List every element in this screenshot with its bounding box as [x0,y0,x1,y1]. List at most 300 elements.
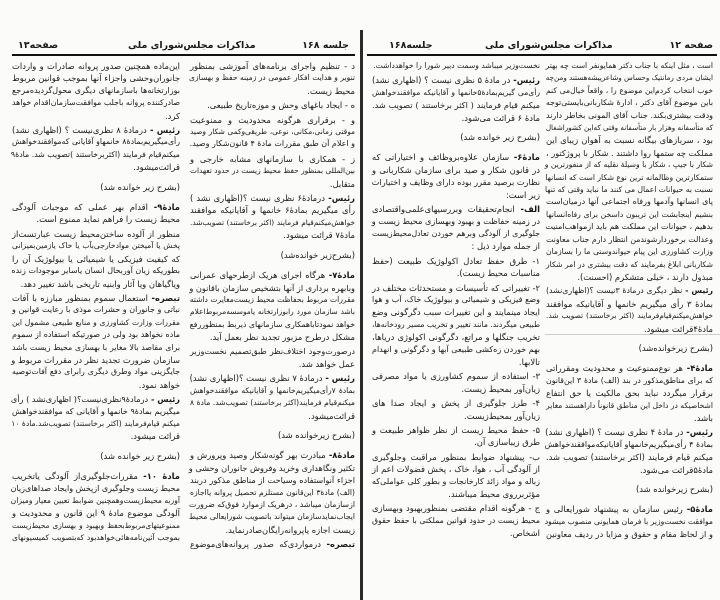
session-number: جلسه ۱۶۸ [302,40,349,51]
text-line [372,87,540,99]
paragraph [12,292,180,391]
line-text: میکنم قیام فرمایند ( اکثر برخاستند ) تصویب شد. [372,100,540,111]
text-line [546,362,713,374]
bold-lead: تبصره- [320,539,355,550]
line-text: میکنم قیام‌فرمایند (اکثر برخاستند) تصویب‌شد.مادهٔ ۱۰ [11,418,180,428]
text-line [12,366,180,378]
paragraph [190,372,355,422]
line-text: محیط زیست وجلوگیری ازپخش وایجاد صداهای‌زیان [10,483,180,493]
text-line [190,429,355,441]
line-text: رأی میگیریم بمادهٔ۶ خانمها و آقایانیکه موافقند [190,205,355,216]
line-text: آوربه محیط‌زیست‌وهمچنین ضوابط تعیین معیار ومیزان [10,496,180,505]
line-text: مادهٔ ۶ قرائت می‌شود. [461,112,540,123]
text-line [12,483,180,495]
line-text: مبذول دارند ، خیلی متشکرم (احسنت). [577,271,713,282]
text-line [12,253,180,265]
line-text: ویاگیاهان ویا آثار وابنیه تاریخی باشد تغییر دهد. [20,278,180,289]
text-line [12,470,180,482]
text-line [12,304,180,316]
text-line [372,424,540,436]
line-text: مشکل درطرح مزبور تجدید نظر بعمل آید. [209,332,355,343]
text-line [190,269,355,281]
line-text: جایگزینی مواد وطرق دیگری رابرای دفع آفات‌توصیه [12,367,180,377]
line-text: موقتی زمانی،مکانی، نوعی، طریقی‌وکمی شکار وصید [190,127,355,137]
line-text: در زمینه حفاظت و بهبود وبهسازی محیط زیست و [371,216,540,227]
text-line [372,74,540,86]
line-text: شکار با جیپ ، شکار با وسیلهٔ نقلیه که از منفورترین و [544,160,713,170]
text-line [190,449,355,461]
bold-lead: رئیس- [510,75,540,86]
paragraph [372,74,540,124]
paragraph [12,60,180,122]
publication-title: مذاکرات مجلس‌شورای ملی [128,40,256,51]
text-line [372,331,540,343]
bold-lead: تبصره- [147,292,180,303]
text-line [190,358,355,370]
text-line [12,240,180,252]
text-line [12,495,180,507]
text-line [546,259,713,271]
page-number: صفحه۱۳ [18,40,59,51]
line-text: موافقت نخست‌وزیر با فرمان همایونی منصوب میشود [544,516,713,526]
line-text: برای مقاصد بالا مغایر با بهسازی محیط زیست باشد [12,342,180,352]
text-line [190,524,355,536]
bold-lead: رئیس - [682,286,713,296]
line-text: وعدالت برخوردارشوند‌من انتظار دارم جناب معاونت [546,234,713,244]
text-line [190,474,355,486]
line-text: درمادهٔ۹نظری‌نیست؟( اظهاری‌نشد ) رأی [10,394,149,405]
text-line [546,439,713,451]
line-text: مقررات مربوط بحفاظت محیط زیست‌مغایرت داشته [189,294,355,304]
text-line [546,310,713,322]
line-text: تخریب جنگلها و مراتع، دگرگونی اکولوژی دریاها، [372,332,540,343]
text-line [190,410,355,422]
line-text: ایشان مردی رمانتیک وحساس وشاعرپیشه‌هستند ومن‌چه [545,73,713,83]
text-line [12,329,180,341]
line-text: خوب انتخاب کردم‌این موضوع را ، واقعاً خیال‌می کنم [546,85,713,95]
line-text: میگیریم بمادهٔ۹ خانمها و آقایانی که موافقندخواهش [12,406,180,416]
text-line [372,356,540,368]
text-line [190,487,355,499]
line-text: زیان‌آور بمحیط زیست. [461,383,540,394]
text-line [546,285,713,297]
paragraph [372,203,540,253]
text-line [372,515,540,527]
line-text: ۳- استفاده از سموم کشاورزی یا مواد مصرفی [372,371,540,382]
paragraph [372,60,540,72]
line-text: وبابهره برداری از آنها بتشخیص سازمان باقانون و [189,282,355,293]
text-line [12,278,180,290]
line-text: اشخاص. [509,528,540,539]
line-text: که کیفیت فیزیکی یا شیمیائی یا بیولوژیک آن را [12,253,180,264]
paragraph [372,502,540,539]
reading-note [372,131,540,143]
text-line [546,375,713,387]
text-line [372,282,540,294]
reading-note [12,450,180,462]
text-line [190,538,355,550]
line-text: نظارت برصید مقرر بوده دارای وظایف و اختیارات [371,177,540,188]
text-line [12,213,180,225]
paragraph [372,151,540,201]
line-text: از آلودگی آب ، هوا، خاک ، پخش فضولات اعم از [372,464,540,475]
line-text: د - تنظیم واجرای برنامه‌های آموزشی بمنظور [190,61,355,71]
text-line [12,342,180,354]
text-line [12,418,180,430]
text-line [372,255,540,267]
text-line [546,72,713,84]
line-text: ازسازمان میباشد ، درهریک ازموارد فوق‌که ضرورت [189,500,355,509]
reading-note [546,483,713,495]
text-column [546,60,713,543]
page-header [367,40,717,54]
paragraph [372,451,540,501]
paragraph [190,538,355,550]
line-text: بنشیم اینجابشت این تریبون داسخن برای رفاه‌انسانها [546,209,713,219]
text-line [12,136,180,148]
text-line [546,97,713,109]
text-line [372,527,540,539]
text-line [372,228,540,240]
text-line [190,499,355,511]
line-text: خواهش‌میکنم‌قیام‌فرمایند (اکثر برخاستند) تصویب شد. [546,311,713,321]
reading-note [190,249,355,261]
paragraph [546,285,713,335]
bold-lead: رئیس - [322,373,355,384]
line-text: بطوریکه زیان آوربحال انسان یاسایر موجودات زنده [11,266,180,276]
text-line [546,412,713,424]
bold-lead: مادهٔ۵- [682,504,713,515]
bold-lead: مادهٔ۸- [325,450,355,461]
line-text: محیط زیست در حدود قوانین مملکتی با حفظ حقوق [372,515,540,525]
text-line [190,282,355,294]
paragraph [190,449,355,536]
text-line [12,354,180,366]
text-line [12,292,180,304]
line-text: و - برقراری هرگونه محدودیت و ممنوعیت [190,114,355,125]
line-text: مقررات‌جلوگیری‌از آلودگی یاتخریب [12,471,138,482]
line-text: قرائت میشود. [130,431,180,442]
line-text: نباتی و جانوران و حشرات موذی با رعایت قوانین و [12,305,180,315]
text-line [12,201,180,213]
text-line [372,294,540,306]
text-line [190,138,355,150]
text-line [372,131,540,143]
line-text: جانوران‌وحشی واجزاء آنها بموجب قوانین مربوط [12,73,180,84]
line-text: در قانون شکار و صید برای سازمان شکاربانی و [372,164,540,175]
line-text: (بشرح زیرخوانده‌شد) [638,342,713,353]
text-line [190,372,355,384]
line-text: ایجاد مینمایند و این تغییرات سبب دگرگونی وضع [372,307,540,318]
paragraph [372,424,540,449]
text-line [190,99,355,111]
line-text: شکاربانی ابلاغ بفرمایند که دقت بیشتری در امر شکار [546,259,713,269]
text-line [12,228,180,240]
line-text: خواهد نمودتاباهمکاری سازمانهای ذیربط بمنظوررفع [189,319,355,329]
text-line [190,294,355,306]
text-line [546,464,713,476]
line-text: و اعلام آن طبق مقررات مادهٔ ۴ قانون‌شکار وصید. [189,139,355,149]
line-text: مؤثربرروی محیط میباشند. [448,489,540,499]
paragraph [12,393,180,443]
line-text: این‌ماده همچنین صدور پروانه صادرات و واردات [12,61,180,71]
text-line [546,503,713,515]
text-line [190,126,355,138]
paragraph [190,60,355,97]
text-line [372,370,540,382]
line-text: رأی‌می گیریم‌بمادهٔ۵خانمها و آقایانیکه موافقندخواهش [372,87,540,97]
text-line [372,60,540,72]
text-line [190,204,355,216]
bold-lead: الف- [514,204,540,215]
text-line [546,246,713,258]
paragraph [12,201,180,226]
line-text: درمادهٔ ۷ نظری نیست ؟(اظهاری نشد) [189,373,323,384]
line-text: (بشرح‌زیر خوانده‌شد) [280,249,355,260]
text-line [12,265,180,277]
line-text: پخش یا آمیختن موادخارجی‌بآب یا خاک یازمین‌بمیزانی [12,241,180,251]
line-text: عمل خواهد شد. [298,358,355,369]
line-text: (بشرح زیر خوانده شد) [460,132,540,143]
text-line [12,532,180,544]
text-line [372,463,540,475]
line-text: زیر است: [505,189,540,200]
line-text: خواهش‌میکنم‌قیام فرمایند (اکثر برخاستند) تصویب‌شد. [190,217,355,227]
scan-artifact-line [545,334,720,335]
line-text: اشخاصیکه در داخل این مناطق قانوناً داراهستند مغایر [546,400,713,410]
line-text: درمادهٔ۶ نظری نیست ؟(اظهاری نشد ) [190,193,325,204]
text-line [546,516,713,528]
text-line [190,249,355,261]
text-line [12,507,180,519]
text-line [546,451,713,463]
bold-lead: رئیس- [683,427,713,438]
line-text: ۴- طرز جلوگیری از پخش و ایجاد صدا های [372,398,540,409]
line-text: بدهیم ، حیوانات این مملکت هم باید ازمواهب‌امنیت [545,222,713,232]
text-line [190,346,355,358]
line-text: اجزاء آنو‌استفاده وسیاحت از مناطق مذکور دربند [190,475,355,486]
line-text: رأی‌میگیریم‌بمادهٔ۸ خانمهاو آقایانی که‌موافقندخواهش [12,137,180,147]
text-line [190,462,355,474]
bold-lead: رئیس- [324,193,355,204]
text-line [546,184,713,196]
bold-lead: مادهٔ۴- [682,363,713,374]
line-text: درمادهٔ ۸ نظری‌نیست ؟ (اظهاری نشد) [12,125,147,136]
line-text: طرق زیباسازی آن. [474,437,540,448]
paragraph [12,124,180,174]
text-line [12,181,180,193]
line-text: تنویر و هدایت افکار عمومی در زمینه حفظ و بهسازی [188,73,355,83]
text-line [190,85,355,97]
line-text: محیط زیست. [307,85,355,96]
text-line [372,151,540,163]
text-line [372,383,540,395]
text-line [546,271,713,283]
text-line [372,436,540,448]
line-text: درمواردی‌که صدور پروانه‌های‌موضوع [190,539,321,550]
paragraph [372,255,540,280]
bold-lead: مادهٔ ۱۰- [137,471,180,482]
line-text: رئیس سازمان به پیشنهاد شورایعالی و [546,504,683,515]
line-text: (بشرح زیرخوانده شد) [277,429,355,440]
text-line [372,488,540,500]
line-text: مادهٔ۷ قرائت میشود. [283,230,355,241]
text-line [372,99,540,111]
text-line [12,161,180,173]
line-text: در مادهٔ ۵ نظری نیست ؟ (اظهاری نشد) [372,75,511,86]
text-line [372,306,540,318]
line-text: بمادهٔ ۴ رأی‌میگیریم‌خانمهاو آقایانیکه‌موافقندخواهش [544,439,713,449]
line-text: ز - همکاری با سازمانهای مشابه خارجی و [190,153,355,164]
line-text: مادهٔ۵قرائت می‌شود. [639,464,713,475]
line-text: مادهٔ۴قرائت میشود. [643,323,713,334]
text-line [190,178,355,190]
line-text: زباله و مواد زائد کارخانجات و بطور کلی عواملی‌که [372,476,540,486]
line-text: بود ، سربازهای بیگانه نسبت به آهوان زیبای این [546,135,713,146]
text-line [12,406,180,418]
line-text: منظور از آلوده ساختن‌محیط زیست عبارتست‌از [12,228,180,239]
line-text: که متأسفانه وهزار بار متأسفانه وقتی که‌این کشوراشغال [545,123,713,133]
text-line [190,60,355,72]
text-line [372,189,540,201]
text-line [546,298,713,310]
line-text: ماده نخواهد بود ولی در صورتیکه استفاده از سموم [12,330,180,340]
text-line [546,387,713,399]
header-rule [367,54,717,56]
text-column [372,60,540,542]
paragraph [372,282,540,369]
text-line [546,221,713,233]
line-text: بهم خوردن زه‌کشی طبیعی آبها و دگرگونی و انهدام [372,344,540,354]
text-line [546,209,713,221]
line-text: میکنم‌قیام فرمایند(اکثر برخاستند) تصویب‌شد. مادهٔ ۸ [190,398,355,408]
line-text: بمادهٔ ۳ رأی میگیریم خانمها و آقایانیکه موافقند [546,298,713,309]
line-text: باشد. [694,412,713,423]
text-line [372,344,540,356]
text-line [372,319,540,331]
text-line [12,72,180,84]
text-line [546,110,713,122]
header-rule [12,54,355,56]
text-line [546,122,713,134]
paragraph [190,99,355,111]
text-line [372,397,540,409]
line-text: میکنم‌قیام فرمایند (اکثربرخاستند )تصویب شد. مادهٔ۹ [10,149,180,159]
line-text: (بشرح زیر خوانده شد) [100,181,180,192]
line-text: است ، مثل اینکه با جناب دکتر همایونفر است چه بهتر [545,61,713,70]
bold-lead: مادهٔ۷- [325,270,355,281]
reading-note [546,342,713,354]
text-line [190,165,355,177]
right-page [362,0,720,600]
text-line [546,172,713,184]
line-text: ج - هرگونه اقدام مقتضی بمنظوربهبود وبهسازی [372,503,540,514]
line-text: خواهد نمود. [138,379,180,390]
line-text: برقرار میگردد نباید بحق مالکیت یا حق انتفاع [546,388,713,399]
text-line [12,393,180,405]
text-line [190,397,355,409]
line-text: مبادرت بهر گونه‌شکار وصید وپرورش و [190,450,326,461]
text-line [372,476,540,488]
line-text: (بشرح زیرخوانده شد) [635,484,713,494]
line-text: بمادهٔ ۷رأی‌میگیریم‌خانمها و آقایانیکه موافقندخواهش [190,385,355,395]
text-line [190,306,355,318]
line-text: تکثیر ونگاهداری وخرید وفروش جانوران وحشی و [188,462,355,473]
line-text: وزارت کشاورزی این پیام حیواندوستی ما را بسازمان [546,247,713,257]
text-line [546,134,713,146]
line-text: سازمان ضرورت تجدید نظر در مقررات مربوط و [11,354,180,365]
line-text: ممنوعیتهای‌مربوط‌بحفظ وبهبود و بهسازی محیط‌زیست [12,520,180,530]
text-line [190,217,355,229]
line-text: استعمال سموم بمنظور مبارزه با آفات [12,292,148,303]
line-text: بوزارتخانه‌ها باسازمانهای دیگری محول‌گردیده‌مرجع [12,85,180,95]
line-text: میکنم قیام فرمایند (اکثر برخاستند) تصویب شد. [546,452,713,463]
line-text: از جمله موارد ذیل : [471,241,540,252]
line-text: ایجاب‌نمایدسازمان میتواند باتصویب شورایعالی محیط [188,512,355,522]
text-line [372,112,540,124]
paragraph [546,503,713,540]
line-text: مقررات وزارت کشاورزی و منابع طبیعی مشمول این [12,317,180,327]
reading-note [190,429,355,441]
text-line [372,164,540,176]
line-text: زیان‌آور بمحیط‌زیست. [464,410,540,421]
page-number: صفحه ۱۲ [669,40,713,51]
text-line [372,203,540,215]
line-text: بموجب آئین‌نامه‌هائی‌خواهدبود که‌بتصویب کمیسیونهای [12,533,180,543]
line-text: صادرکننده پروانه باجلب موافقت‌سازمان‌اقدام خواهد [12,98,180,108]
text-line [546,483,713,495]
text-line [372,267,540,279]
reading-note [12,181,180,193]
bold-lead: مادهٔ۶- [509,152,540,163]
text-line [546,147,713,159]
line-text: (الف) مادهٔ۳ این‌قانون مستلزم تحصیل پروانه یااجازه [190,487,355,497]
paragraph [372,397,540,422]
paragraph [546,60,713,283]
line-text: کرد. [165,110,180,121]
text-line [372,410,540,422]
paragraph [546,426,713,476]
line-text: انجام‌تحقیقات وبررسیهای‌علمی‌واقتصادی [372,204,515,215]
line-text: مناسبات محیط زیست). [456,268,540,279]
text-line [12,149,180,161]
text-line [546,400,713,412]
line-text: نسبت به حیوانات اعمال می کنند ما نباید وقتی که تنها [544,185,713,195]
line-text: نخست‌وزیر میباشد وسمت دبیر شورا را خواهدداشت. [373,61,540,70]
line-text: زیست اجازه یاپروانه‌رایگان‌صادرنماید. [225,524,355,535]
line-text: ستمکارترین وظالمانه ترین نوع شکار است که انسانها [545,172,713,182]
line-text: جلوگیری از آلودگی وبرهم خوردن تعادل‌محیط‌زیست [372,228,540,238]
line-text: ۵- حفظ محیط زیست از نظر ظواهر طبیعت و [372,424,540,435]
text-line [12,430,180,442]
line-text: قرائت‌میشود. [133,162,180,173]
text-line [12,60,180,72]
line-text: درصورت‌وجود اختلاف‌نظر طبق‌تصمیم نخست‌وزیر [190,346,355,356]
line-text: متقابل. [329,178,355,189]
text-line [12,124,180,136]
line-text: اقدام بهر عملی که موجبات آلودگی [12,202,148,213]
paragraph [190,269,355,343]
paragraph [190,192,355,242]
text-line [12,85,180,97]
line-text: باین موضوع آقای دکتر ، ادارهٔ شکاربانی‌بایستی‌توجه [546,98,713,108]
line-text: پای انسانها وآدمها ورفاه اجتماعی آنها درمیان‌است [546,197,713,207]
text-line [546,342,713,354]
line-text: تالابها. [518,356,540,367]
line-text: طبیعی میگردند. مانند تغییر و تخریب مسیر رودخانه‌ها، [372,319,540,329]
line-text: در مادهٔ ۴ نظری نیست ؟ (اظهاری نشد) [545,427,684,438]
text-line [546,85,713,97]
